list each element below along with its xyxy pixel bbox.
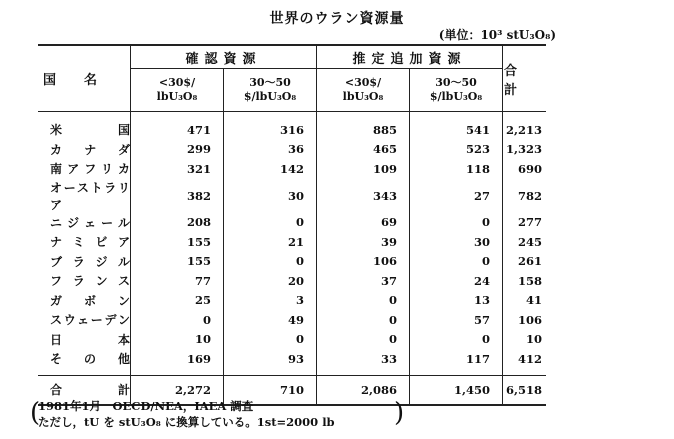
conversion-note: ただし，tU を stU₃O₈ に換算している。1st=2000 lb	[38, 415, 335, 429]
header-estimated-30-50	[410, 69, 503, 112]
estimated-lt30-cell: 465	[317, 140, 410, 160]
country-name: 日本	[50, 332, 130, 347]
estimated-30-50-cell: 118	[410, 159, 503, 179]
estimated-lt30-cell: 39	[317, 232, 410, 252]
table-row	[38, 252, 546, 272]
confirmed-30-50-cell: 93	[224, 349, 317, 375]
country-name: オーストラリア	[50, 180, 130, 212]
table-row	[38, 112, 546, 140]
confirmed-lt30-cell: 299	[131, 140, 224, 160]
confirmed-30-50-cell: 30	[224, 179, 317, 213]
estimated-lt30-cell: 69	[317, 213, 410, 233]
country-name: ブラジル	[50, 254, 130, 269]
country-name: カナダ	[50, 142, 130, 157]
table-row	[38, 271, 546, 291]
confirmed-30-50-cell: 316	[224, 112, 317, 140]
estimated-30-50-cell: 13	[410, 291, 503, 311]
header-confirmed: 確認資源	[131, 45, 317, 69]
total-cell: 690	[503, 159, 547, 179]
sub-lt30-top: <30$/	[158, 76, 196, 89]
total-cell: 106	[503, 310, 547, 330]
country-name: 米国	[50, 123, 130, 138]
table-row	[38, 179, 546, 213]
table-row	[38, 232, 546, 252]
country-name: 南アフリカ	[50, 162, 130, 177]
total-cell: 412	[503, 349, 547, 375]
sub-lt30-unit: lbU₃O₈	[156, 90, 198, 103]
country-name: ナミビア	[50, 235, 130, 250]
header-estimated: 推定追加資源	[317, 45, 503, 69]
country-name: その他	[50, 352, 130, 367]
country-name: スウェーデン	[50, 313, 130, 328]
header-estimated-lt30	[317, 69, 410, 112]
country-name: ニジェール	[50, 215, 130, 230]
total-confirmed-30-50: 710	[224, 375, 317, 405]
confirmed-lt30-cell: 208	[131, 213, 224, 233]
confirmed-lt30-cell: 155	[131, 252, 224, 272]
header-total: 合計	[503, 45, 547, 112]
total-estimated-30-50: 1,450	[410, 375, 503, 405]
confirmed-30-50-cell: 0	[224, 330, 317, 350]
sub-30-50-top: 30〜50	[435, 76, 477, 89]
unit-label: (単位：10³ stU₃O₈)	[438, 28, 556, 42]
estimated-30-50-cell: 24	[410, 271, 503, 291]
source-note: 1981年1月 OECD/NEA，IAEA 調査	[38, 399, 254, 413]
estimated-30-50-cell: 0	[410, 213, 503, 233]
confirmed-30-50-cell: 36	[224, 140, 317, 160]
confirmed-30-50-cell: 0	[224, 252, 317, 272]
total-cell: 277	[503, 213, 547, 233]
sub-30-50-top: 30〜50	[249, 76, 291, 89]
total-cell: 2,213	[503, 112, 547, 140]
confirmed-lt30-cell: 471	[131, 112, 224, 140]
confirmed-30-50-cell: 21	[224, 232, 317, 252]
table-row	[38, 349, 546, 375]
header-confirmed-lt30	[131, 69, 224, 112]
table-row	[38, 159, 546, 179]
confirmed-lt30-cell: 169	[131, 349, 224, 375]
table-row	[38, 140, 546, 160]
sub-lt30-top: <30$/	[344, 76, 382, 89]
country-name: ガボン	[50, 293, 130, 308]
total-cell: 10	[503, 330, 547, 350]
table-row	[38, 330, 546, 350]
estimated-30-50-cell: 541	[410, 112, 503, 140]
confirmed-30-50-cell: 3	[224, 291, 317, 311]
total-cell: 782	[503, 179, 547, 213]
estimated-lt30-cell: 885	[317, 112, 410, 140]
estimated-lt30-cell: 33	[317, 349, 410, 375]
confirmed-lt30-cell: 25	[131, 291, 224, 311]
estimated-30-50-cell: 30	[410, 232, 503, 252]
estimated-lt30-cell: 0	[317, 291, 410, 311]
estimated-30-50-cell: 0	[410, 252, 503, 272]
estimated-30-50-cell: 0	[410, 330, 503, 350]
header-country: 国名	[38, 45, 131, 112]
estimated-30-50-cell: 523	[410, 140, 503, 160]
country-name: フランス	[50, 274, 130, 289]
estimated-30-50-cell: 117	[410, 349, 503, 375]
table-row	[38, 213, 546, 233]
total-estimated-lt30: 2,086	[317, 375, 410, 405]
table-row	[38, 291, 546, 311]
estimated-30-50-cell: 27	[410, 179, 503, 213]
confirmed-lt30-cell: 77	[131, 271, 224, 291]
confirmed-lt30-cell: 10	[131, 330, 224, 350]
estimated-lt30-cell: 109	[317, 159, 410, 179]
total-grand: 6,518	[503, 375, 547, 405]
estimated-lt30-cell: 37	[317, 271, 410, 291]
total-cell: 261	[503, 252, 547, 272]
confirmed-lt30-cell: 382	[131, 179, 224, 213]
total-cell: 41	[503, 291, 547, 311]
table-row	[38, 310, 546, 330]
note-open-paren-icon: (	[30, 398, 41, 428]
total-label: 合計	[38, 375, 131, 405]
total-cell: 158	[503, 271, 547, 291]
confirmed-lt30-cell: 0	[131, 310, 224, 330]
estimated-lt30-cell: 0	[317, 330, 410, 350]
confirmed-30-50-cell: 142	[224, 159, 317, 179]
sub-30-50-unit: $/lbU₃O₈	[243, 90, 297, 103]
total-cell: 245	[503, 232, 547, 252]
confirmed-lt30-cell: 321	[131, 159, 224, 179]
uranium-resources-table	[38, 44, 546, 406]
header-confirmed-30-50	[224, 69, 317, 112]
confirmed-30-50-cell: 20	[224, 271, 317, 291]
total-cell: 1,323	[503, 140, 547, 160]
note-close-paren-icon: )	[394, 398, 405, 428]
estimated-lt30-cell: 0	[317, 310, 410, 330]
estimated-30-50-cell: 57	[410, 310, 503, 330]
estimated-lt30-cell: 106	[317, 252, 410, 272]
table-body	[38, 112, 546, 376]
sub-30-50-unit: $/lbU₃O₈	[429, 90, 483, 103]
confirmed-30-50-cell: 0	[224, 213, 317, 233]
total-confirmed-lt30: 2,272	[131, 375, 224, 405]
confirmed-lt30-cell: 155	[131, 232, 224, 252]
sub-lt30-unit: lbU₃O₈	[342, 90, 384, 103]
estimated-lt30-cell: 343	[317, 179, 410, 213]
table-title: 世界のウラン資源量	[269, 11, 405, 27]
confirmed-30-50-cell: 49	[224, 310, 317, 330]
